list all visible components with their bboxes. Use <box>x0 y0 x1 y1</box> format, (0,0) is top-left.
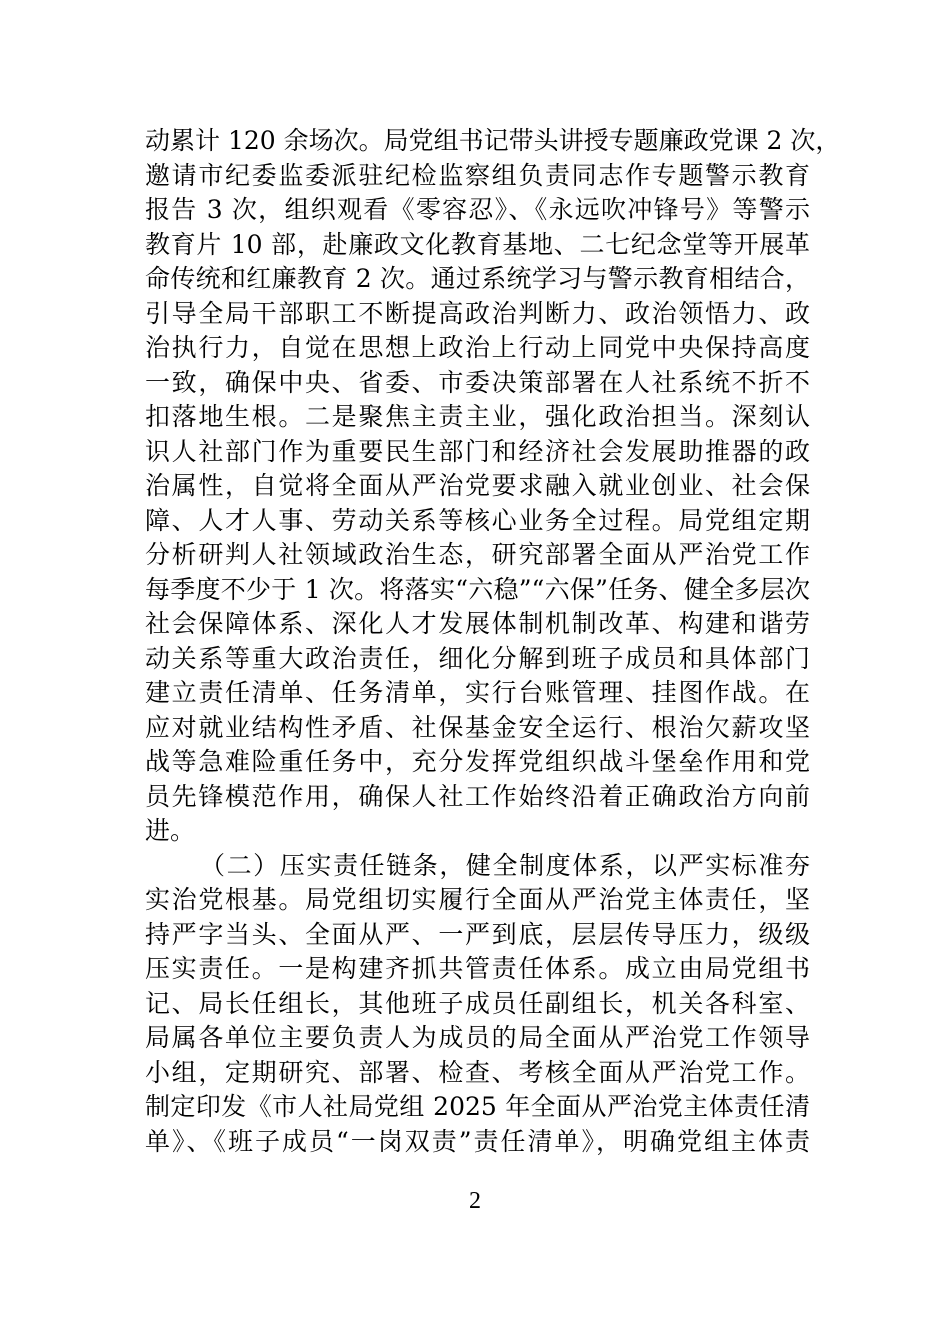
text-line: 治执行力，自觉在思想上政治上行动上同党中央保持高度 <box>145 333 810 362</box>
paragraph-1 <box>145 124 841 849</box>
text-line: 记、局长任组长，其他班子成员任副组长，机关各科室、 <box>145 988 810 1018</box>
text-line: 治属性，自觉将全面从严治党要求融入就业创业、社会保 <box>145 471 810 500</box>
text-line: 制定印发《市人社局党组 2025 年全面从严治党主体责任清 <box>145 1092 810 1121</box>
body-text <box>145 124 841 1159</box>
text-line: 小组，定期研究、部署、检查、考核全面从严治党工作。 <box>145 1057 810 1087</box>
text-line: 社会保障体系、深化人才发展体制机制改革、构建和谐劳 <box>145 609 810 638</box>
text-line: 分析研判人社领域政治生态，研究部署全面从严治党工作 <box>145 540 810 569</box>
text-line: 建立责任清单、任务清单，实行台账管理、挂图作战。在 <box>145 678 810 707</box>
text-line: 障、人才人事、劳动关系等核心业务全过程。局党组定期 <box>145 505 810 535</box>
text-line: 每季度不少于 1 次。将落实“六稳”“六保”任务、健全多层次 <box>145 574 810 604</box>
text-line: 应对就业结构性矛盾、社保基金安全运行、根治欠薪攻坚 <box>145 712 810 742</box>
section-heading-line: （二）压实责任链条，健全制度体系，以严实标准夯 <box>200 850 810 880</box>
text-line: 教育片 10 部，赴廉政文化教育基地、二七纪念堂等开展革 <box>145 229 810 259</box>
text-line: 报告 3 次，组织观看《零容忍》、《永远吹冲锋号》等警示 <box>145 195 810 224</box>
paragraph-2 <box>145 849 810 1160</box>
text-line: 一致，确保中央、省委、市委决策部署在人社系统不折不 <box>145 367 810 397</box>
text-line: 识人社部门作为重要民生部门和经济社会发展助推器的政 <box>145 436 810 466</box>
text-line: 压实责任。一是构建齐抓共管责任体系。成立由局党组书 <box>145 954 810 983</box>
text-line: 动累计 120 余场次。局党组书记带头讲授专题廉政党课 2 次， <box>145 126 841 155</box>
text-line: 单》、《班子成员“一岗双责”责任清单》，明确党组主体责 <box>145 1126 810 1156</box>
text-line: 员先锋模范作用，确保人社工作始终沿着正确政治方向前 <box>145 781 810 811</box>
text-line: 邀请市纪委监委派驻纪检监察组负责同志作专题警示教育 <box>145 160 810 190</box>
text-line: 动关系等重大政治责任，细化分解到班子成员和具体部门 <box>145 643 810 673</box>
text-line: 局属各单位主要负责人为成员的局全面从严治党工作领导 <box>145 1023 810 1052</box>
text-line: 命传统和红廉教育 2 次。通过系统学习与警示教育相结合， <box>145 264 810 293</box>
text-line: 扣落地生根。二是聚焦主责主业，强化政治担当。深刻认 <box>145 402 810 431</box>
text-line: 持严字当头、全面从严、一严到底，层层传导压力，级级 <box>145 919 810 949</box>
text-line: 引导全局干部职工不断提高政治判断力、政治领悟力、政 <box>145 298 810 328</box>
text-line: 实治党根基。局党组切实履行全面从严治党主体责任，坚 <box>145 885 810 914</box>
page-number: 2 <box>469 1188 481 1214</box>
text-line: 战等急难险重任务中，充分发挥党组织战斗堡垒作用和党 <box>145 747 810 776</box>
text-line: 进。 <box>145 816 196 845</box>
